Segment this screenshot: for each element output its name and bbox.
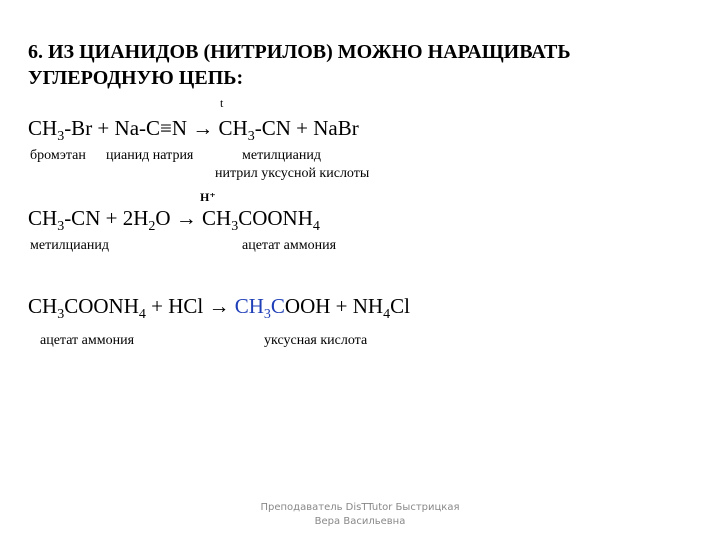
equation-2: [28, 205, 320, 234]
eq1-sub: 3: [247, 129, 255, 144]
eq1-sub: 3: [57, 129, 65, 144]
footer-line2: Вера Васильевна: [314, 516, 406, 527]
equation-3: [28, 293, 410, 322]
eq1-condition: t: [220, 96, 224, 110]
eq3-highlight: C: [270, 294, 285, 318]
eq2-condition: H⁺: [200, 190, 216, 204]
eq3-sub: 4: [138, 307, 146, 322]
slide-title-line2: УГЛЕРОДНУЮ ЦЕПЬ:: [28, 67, 244, 89]
eq3-highlight: CH: [234, 294, 264, 318]
eq3-label-ammonium-acetate: ацетат аммония: [40, 333, 135, 348]
eq3-highlight-sub: 3: [263, 307, 271, 322]
eq2-sub: 2: [148, 219, 156, 234]
equation-1: [28, 115, 359, 144]
eq2-sub: 4: [312, 219, 320, 234]
eq2-part: CH: [28, 206, 58, 230]
eq1-label-acetonitrile: нитрил уксусной кислоты: [215, 166, 370, 181]
eq2-label-methylcyanide: метилцианид: [30, 238, 109, 253]
eq3-part: COONH: [64, 294, 139, 318]
eq3-part: + HCl →: [145, 294, 235, 318]
eq3-label-acetic-acid: уксусная кислота: [264, 333, 368, 348]
eq1-part: -CN + NaBr: [254, 116, 359, 140]
eq1-part: -Br + Na-C≡N → CH: [64, 116, 248, 140]
eq1-label-methylcyanide: метилцианид: [242, 148, 321, 163]
eq2-part: -CN + 2H: [64, 206, 149, 230]
eq1-label-sodium-cyanide: цианид натрия: [106, 148, 194, 163]
eq1-part: CH: [28, 116, 58, 140]
eq2-sub: 3: [231, 219, 239, 234]
footer-author: [240, 501, 480, 529]
eq3-part: Cl: [390, 294, 410, 318]
eq3-part: CH: [28, 294, 58, 318]
eq3-sub: 3: [57, 307, 65, 322]
eq2-label-ammonium-acetate: ацетат аммония: [242, 238, 337, 253]
eq2-part: O → CH: [155, 206, 232, 230]
eq3-part: OOH + NH: [284, 294, 384, 318]
eq1-label-bromoethane: бромэтан: [30, 148, 86, 163]
eq2-sub: 3: [57, 219, 65, 234]
slide-title-line1: 6. ИЗ ЦИАНИДОВ (НИТРИЛОВ) МОЖНО НАРАЩИВАТЬ: [28, 41, 571, 63]
eq3-sub: 4: [383, 307, 391, 322]
eq2-part: COONH: [238, 206, 313, 230]
footer-line1: Преподаватель DisTTutor Быстрицкая: [260, 502, 460, 513]
